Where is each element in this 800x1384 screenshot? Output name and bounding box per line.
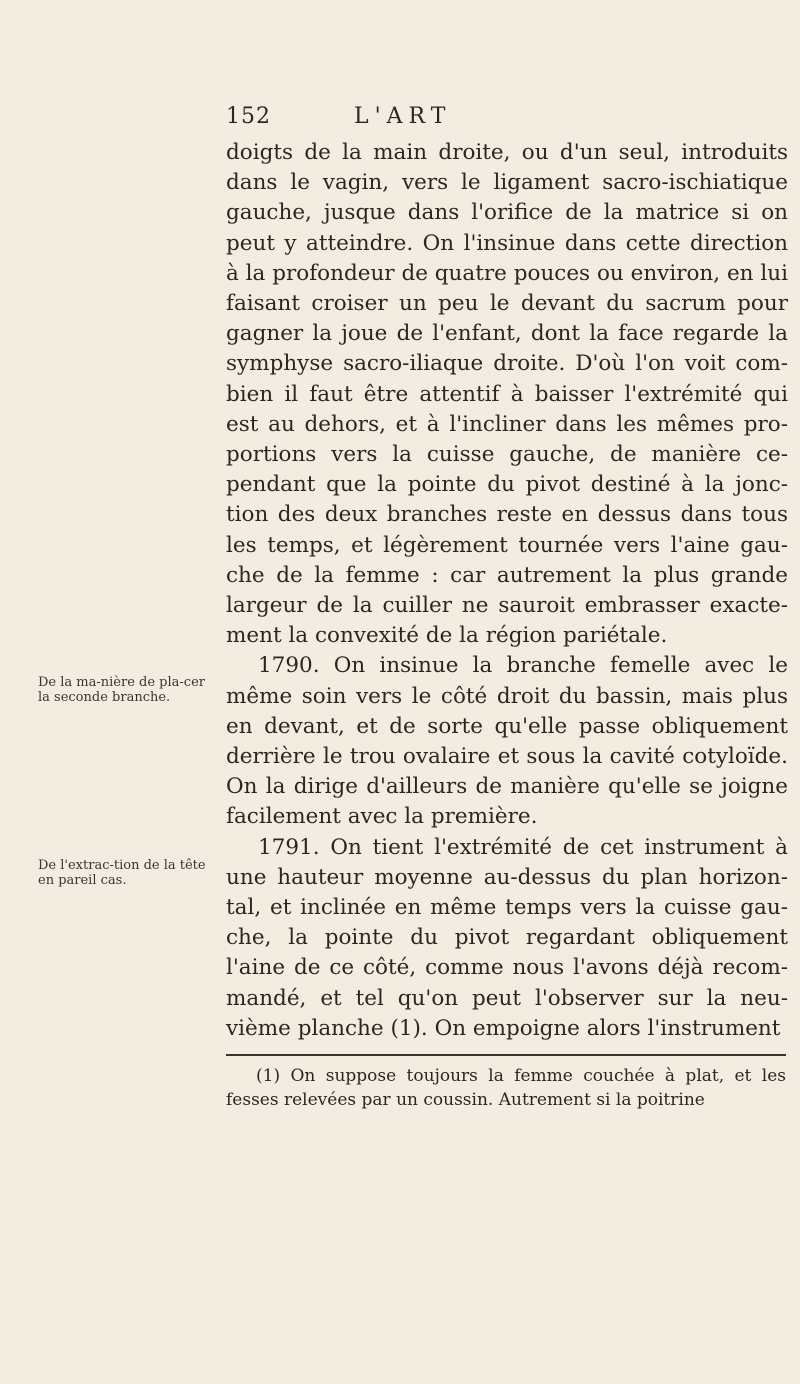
- margin-note-head-extraction: De l'extrac-tion de la tête en pareil cas.: [38, 858, 206, 888]
- body-text: [226, 138, 788, 1044]
- paragraph-continued: doigts de la main droite, ou d'un seul, introduits dans le vagin, vers le ligament sacro-ischiatique gauche, jusque dans l'orifice de la matrice si on peut y atteindre. On l'insinue dans cette direction à la profondeur de quatre pouces ou environ, en lui faisant croiser un peu le devant du sacrum pour gagner la joue de l'enfant, dont la face regarde la symphyse sacro-iliaque droite. D'où l'on voit com-bien il faut être attentif à baisser l'extrémité qui est au dehors, et à l'incliner dans les mêmes pro-portions vers la cuisse gauche, de manière ce-pendant que la pointe du pivot destiné à la jonc-tion des deux branches reste en dessus dans tous les temps, et légèrement tournée vers l'aine gau-che de la femme : car autrement la plus grande largeur de la cuiller ne sauroit embrasser exacte-ment la convexité de la région pariétale.: [226, 140, 788, 649]
- running-head: [226, 104, 756, 134]
- footnote: [226, 1064, 786, 1112]
- page-number: 152: [226, 104, 271, 129]
- footnote-divider: [226, 1054, 786, 1056]
- paragraph-1790: 1790. On insinue la branche femelle avec le même soin vers le côté droit du bassin, mais plus en devant, et de sorte qu'elle passe obliquement derrière le trou ovalaire et sous la cavité cotyloïde. On la dirige d'ailleurs de manière qu'elle se joigne facilement avec la première.: [226, 653, 788, 830]
- footnote-text: (1) On suppose toujours la femme couchée à plat, et les fesses relevées par un coussin. Autrement si la poitrine: [226, 1066, 786, 1110]
- running-title: L'ART: [354, 104, 452, 129]
- paragraph-1791: 1791. On tient l'extrémité de cet instrument à une hauteur moyenne au-dessus du plan horizon-tal, et inclinée en même temps vers la cuisse gau-che, la pointe du pivot regardant obliquement l'aine de ce côté, comme nous l'avons déjà recom-mandé, et tel qu'on peut l'observer sur la neu-vième planche (1). On empoigne alors l'instrument: [226, 834, 788, 1041]
- margin-note-second-branch: De la ma-nière de pla-cer la seconde branche.: [38, 675, 205, 705]
